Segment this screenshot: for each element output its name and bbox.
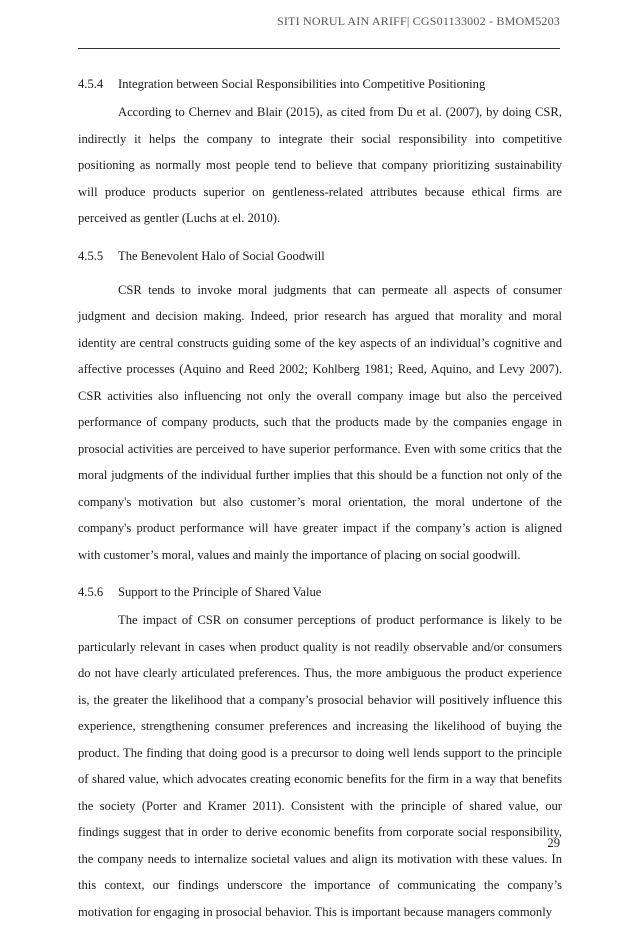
section-heading-4-5-6 <box>78 578 562 607</box>
running-header: SITI NORUL AIN ARIFF| CGS01133002 - BMOM5203 <box>276 14 560 28</box>
section-paragraph-4-5-4: According to Chernev and Blair (2015), as cited from Du et al. (2007), by doing CSR, indirectly it helps the company to integrate their social responsibility into competitive positioning as normally most people tend to believe that company prioritizing sustainability will produce products superior on gentleness-related attributes because ethical firms are perceived as gentler (Luchs at el. 2010). <box>78 105 562 225</box>
section-heading-4-5-5 <box>78 242 562 271</box>
section-title: Support to the Principle of Shared Value <box>118 585 322 599</box>
section-title: Integration between Social Responsibilities into Competitive Positioning <box>118 77 486 91</box>
section-paragraph-4-5-5: CSR tends to invoke moral judgments that can permeate all aspects of consumer judgment and decision making. Indeed, prior research has argued that morality and moral identity are central constructs guiding some of the key aspects of an individual’s cognitive and affective processes (Aquino and Reed 2002; Kohlberg 1981; Reed, Aquino, and Levy 2007). CSR activities also influencing not only the overall company image but also the perceived performance of company products, such that the products made by the companies engage in prosocial activities are perceived to have superior performance. Even with some critics that the moral judgments of the individual further implies that this should be a function not only of the company's motivation but also customer’s moral orientation, the moral undertone of the company's product performance will have greater impact if the company’s action is aligned with customer’s moral, values and mainly the importance of placing on social goodwill. <box>78 282 562 562</box>
header-rule <box>78 48 560 49</box>
section-number: 4.5.4 <box>78 77 104 91</box>
section-number: 4.5.6 <box>78 585 104 599</box>
section-heading-4-5-4 <box>78 70 562 99</box>
section-number: 4.5.5 <box>78 248 104 263</box>
section-title: The Benevolent Halo of Social Goodwill <box>118 248 325 263</box>
page-number: 29 <box>547 836 560 850</box>
page-body <box>78 70 562 925</box>
section-paragraph-4-5-6: The impact of CSR on consumer perceptions of product performance is likely to be particularly relevant in cases when product quality is not readily observable and/or consumers do not have clearly articulated preferences. Thus, the more ambiguous the product experience is, the greater the likelihood that a company’s prosocial behavior will positively influence this experience, strengthening consumer preferences and increasing the likelihood of buying the product. The finding that doing good is a precursor to doing well lends support to the principle of shared value, which advocates creating economic benefits for the firm in a way that benefits the society (Porter and Kramer 2011). Consistent with the principle of shared value, our findings suggest that in order to derive economic benefits from corporate social responsibility, the company needs to internalize societal values and align its motivation with these values. In this context, our findings underscore the importance of communicating the company’s motivation for engaging in prosocial behavior. This is important because managers commonly <box>78 613 562 919</box>
